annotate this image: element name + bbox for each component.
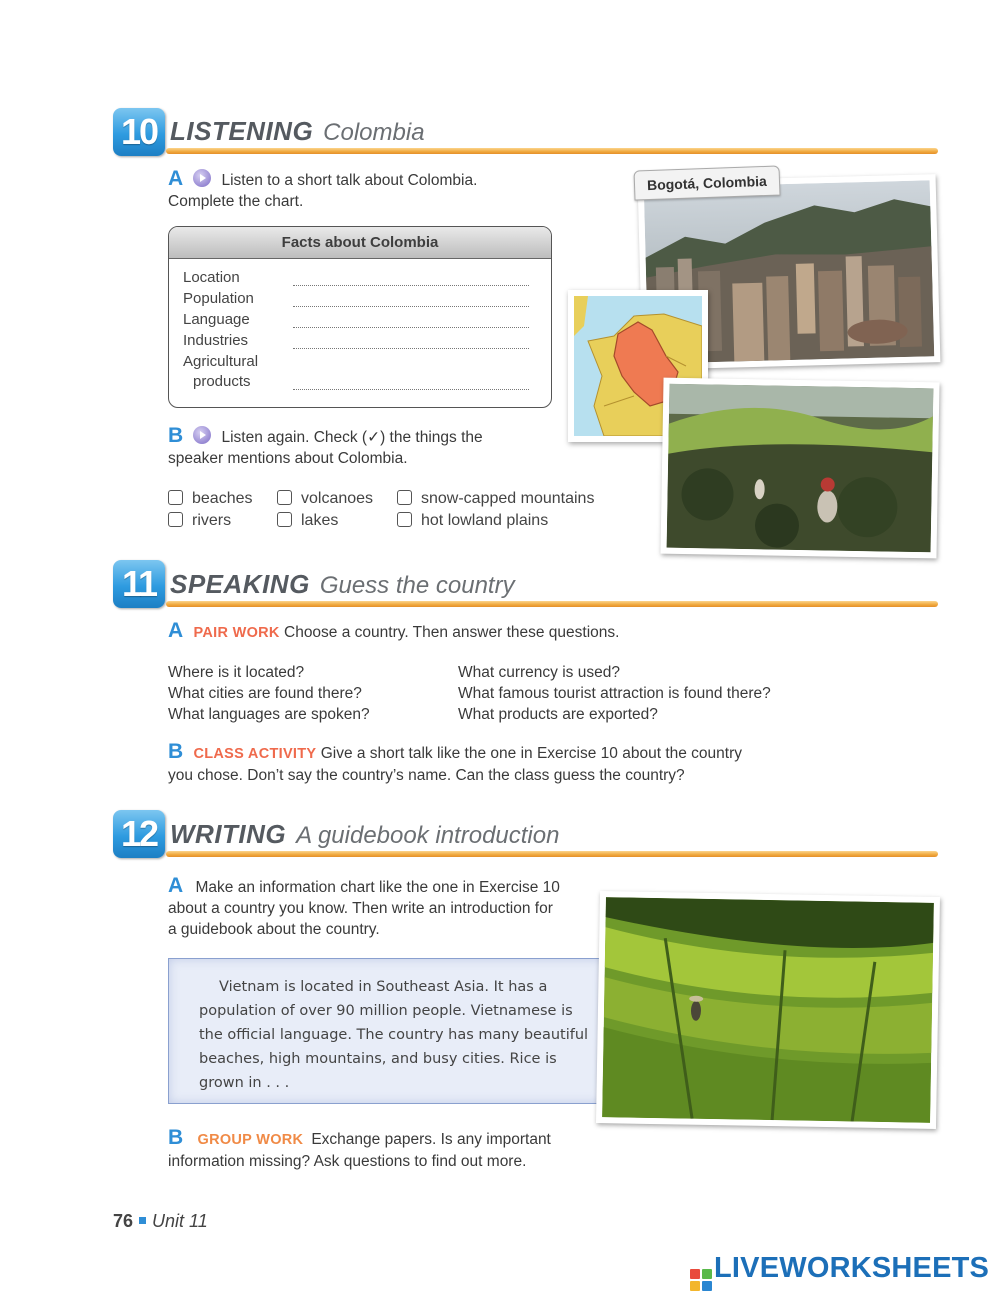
section-11-keyword: SPEAKING (170, 569, 310, 599)
section-11-title (170, 569, 515, 600)
fact-blank-industries[interactable] (293, 348, 529, 349)
checkbox-icon[interactable] (277, 512, 292, 527)
section-11-rule (166, 601, 938, 607)
rice-field-image (602, 897, 934, 1123)
question-item: Where is it located? (168, 664, 305, 681)
section-10-subtitle: Colombia (323, 119, 425, 146)
audio-play-icon[interactable] (193, 169, 211, 187)
checkbox-label: hot lowland plains (421, 512, 549, 529)
rice-field-photo (596, 891, 940, 1129)
section-12-number: 12 (113, 810, 165, 858)
section-10-part-b (168, 425, 588, 469)
fact-label-location: Location (183, 269, 240, 286)
part-b-instruction-line1: Exchange papers. Is any important (311, 1131, 551, 1148)
checkbox-icon[interactable] (277, 490, 292, 505)
part-a-letter: A (168, 619, 184, 642)
checkbox-rivers[interactable] (168, 512, 231, 530)
part-a-instruction-line2: Complete the chart. (168, 193, 304, 210)
checkbox-beaches[interactable] (168, 490, 253, 508)
group-work-label: GROUP WORK (197, 1132, 304, 1148)
part-a-instruction-line1: Make an information chart like the one in Exercise 10 (195, 879, 560, 896)
part-a-letter: A (168, 874, 184, 897)
section-11-subtitle: Guess the country (319, 572, 515, 599)
question-item: What products are exported? (458, 706, 658, 723)
section-10-number: 10 (113, 108, 165, 156)
part-a-instruction-line2: about a country you know. Then write an introduction for (168, 900, 553, 917)
page-number: 76 (113, 1211, 134, 1231)
fact-blank-location[interactable] (293, 285, 529, 286)
part-b-instruction-line1: Give a short talk like the one in Exercise 10 about the country (320, 745, 743, 762)
fact-label-agricultural: Agricultural (183, 353, 259, 370)
checkbox-snow-capped-mountains[interactable] (397, 490, 594, 508)
coffee-farm-image (667, 384, 934, 553)
part-a-letter: A (168, 167, 184, 190)
checkbox-label: lakes (301, 512, 339, 529)
part-a-instruction-line1: Listen to a short talk about Colombia. (221, 172, 478, 189)
pair-work-label: PAIR WORK (193, 625, 280, 641)
checkbox-icon[interactable] (397, 490, 412, 505)
liveworksheets-logo (690, 1252, 989, 1291)
model-paragraph: Vietnam is located in Southeast Asia. It has a population of over 90 million people. Vietnamese is the official language. The country has many beautiful beaches, high mountains, and busy cities. Rice is grown in . . . (199, 979, 589, 1091)
model-text-box (168, 958, 604, 1104)
section-10-keyword: LISTENING (170, 116, 314, 146)
fact-blank-population[interactable] (293, 306, 529, 307)
class-activity-label: CLASS ACTIVITY (193, 746, 317, 762)
section-12-part-b (168, 1127, 608, 1172)
question-item: What famous tourist attraction is found there? (458, 685, 771, 702)
checkbox-label: snow-capped mountains (421, 490, 595, 507)
fact-label-population: Population (183, 290, 254, 307)
checkbox-icon[interactable] (397, 512, 412, 527)
fact-blank-language[interactable] (293, 327, 529, 328)
checkbox-lakes[interactable] (277, 512, 338, 530)
part-b-instruction-line1: Listen again. Check (✓) the things the (221, 429, 483, 446)
liveworksheets-blocks-icon (690, 1269, 712, 1291)
section-11-number: 11 (113, 560, 165, 608)
fact-label-products: products (193, 373, 251, 390)
coffee-farm-photo (660, 378, 939, 559)
checkbox-label: rivers (192, 512, 232, 529)
question-item: What currency is used? (458, 664, 620, 681)
question-item: What cities are found there? (168, 685, 362, 702)
part-b-letter: B (168, 424, 184, 447)
part-b-letter: B (168, 740, 184, 763)
part-b-instruction-line2: you chose. Don’t say the country’s name. Can the class guess the country? (168, 767, 685, 784)
part-b-instruction-line2: speaker mentions about Colombia. (168, 450, 408, 467)
part-a-instruction-line3: a guidebook about the country. (168, 921, 380, 938)
section-12-keyword: WRITING (170, 819, 287, 849)
section-10-part-a (168, 168, 588, 212)
section-11-part-a (168, 620, 868, 644)
fact-blank-agricultural-products[interactable] (293, 389, 529, 390)
facts-chart-title: Facts about Colombia (169, 227, 551, 259)
checkbox-icon[interactable] (168, 490, 183, 505)
section-12-part-a (168, 875, 608, 940)
audio-play-icon[interactable] (193, 426, 211, 444)
section-10-title (170, 116, 425, 147)
fact-label-industries: Industries (183, 332, 249, 349)
checkbox-label: beaches (192, 490, 253, 507)
section-12-title (170, 819, 559, 850)
checkbox-icon[interactable] (168, 512, 183, 527)
questions-left (168, 662, 448, 725)
checkbox-label: volcanoes (301, 490, 374, 507)
section-11-part-b (168, 741, 868, 786)
unit-label: Unit 11 (152, 1211, 208, 1231)
liveworksheets-text: LIVEWORKSHEETS (714, 1252, 990, 1284)
checkbox-hot-lowland-plains[interactable] (397, 512, 548, 530)
page-footer (113, 1211, 208, 1232)
photo-caption: Bogotá, Colombia (634, 165, 781, 200)
part-b-letter: B (168, 1126, 184, 1149)
checkbox-volcanoes[interactable] (277, 490, 373, 508)
part-a-instruction: Choose a country. Then answer these questions. (284, 624, 620, 641)
footer-bullet-icon (139, 1217, 146, 1224)
question-item: What languages are spoken? (168, 706, 370, 723)
section-10-rule (166, 148, 938, 154)
facts-chart (168, 226, 552, 408)
fact-label-language: Language (183, 311, 250, 328)
section-12-rule (166, 851, 938, 857)
section-12-subtitle: A guidebook introduction (296, 822, 560, 849)
questions-right (458, 662, 838, 725)
part-b-instruction-line2: information missing? Ask questions to find out more. (168, 1153, 527, 1170)
